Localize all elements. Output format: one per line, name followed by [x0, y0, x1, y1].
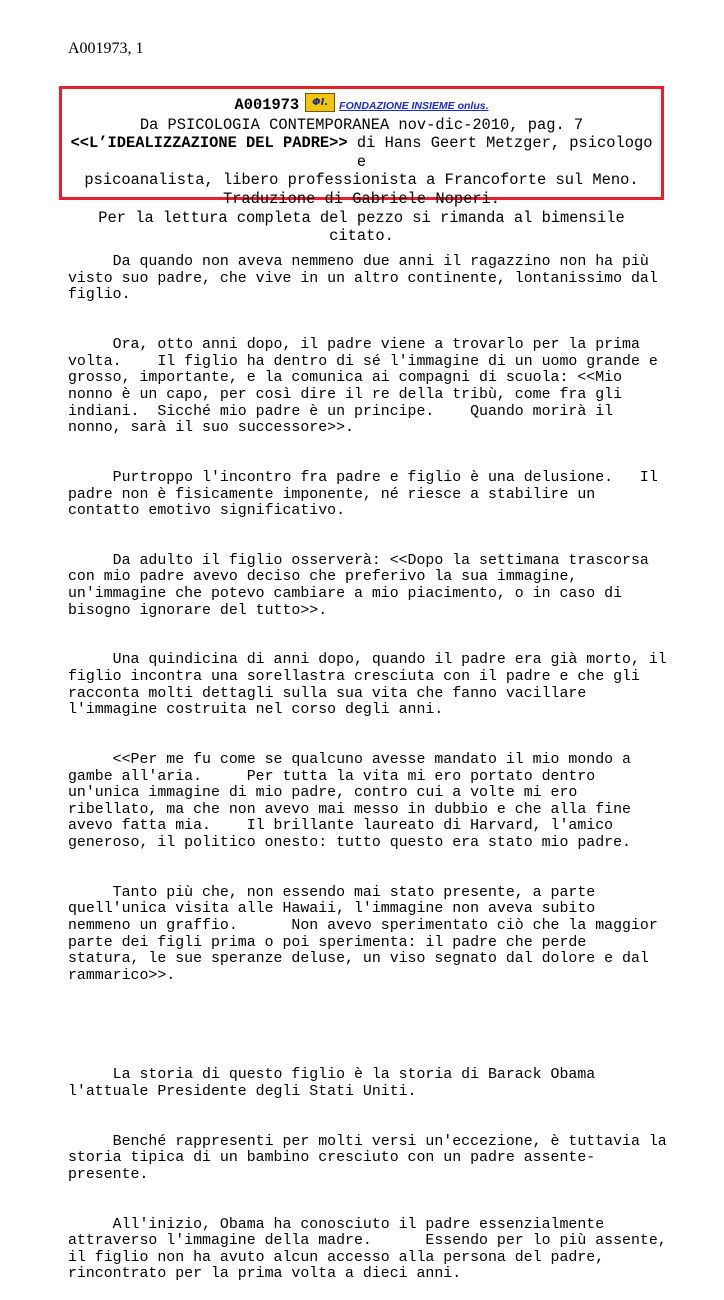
reading-note: Per la lettura completa del pezzo si rimanda al bimensile citato.	[98, 208, 625, 246]
document-code: A001973	[234, 96, 300, 114]
article-title: <<L’IDEALIZZAZIONE DEL PADRE>>	[70, 134, 348, 153]
paragraph: <<Per me fu come se qualcuno avesse mandato il mio mondo a gambe all'aria. Per tutta la vita mi ero portato dentro un'unica immagine di mio padre, contro cui a volte mi ero ribellato, ma che non avevo mai messo in dubbio e che alla fine avevo fatta mia. Il brillante laureato di Harvard, l'amico generoso, il politico onesto: tutto questo era stato mio padre.	[68, 752, 631, 851]
article-body	[68, 221, 668, 1300]
paragraph: Purtroppo l'incontro fra padre e figlio è una delusione. Il padre non è fisicamente imponente, né riesce a stabilire un contatto emotivo significativo.	[68, 469, 658, 520]
paragraph: All'inizio, Obama ha conosciuto il padre essenzialmente attraverso l'immagine della madre. Essendo per lo più assente, il figlio non ha avuto alcun accesso alla persona del padre, rincontrato per la prima volta a dieci anni.	[68, 1216, 667, 1283]
translator-line: Traduzione di Gabriele Noperi.	[222, 189, 501, 208]
paragraph: Una quindicina di anni dopo, quando il padre era già morto, il figlio incontra una sorellastra cresciuta con il padre e che gli racconta molti dettagli sulla sua vita che fanno vacillare l'immagine costruita nel corso degli anni.	[68, 652, 667, 719]
page-reference: A001973, 1	[68, 40, 144, 57]
author-description: psicoanalista, libero professionista a Francoforte sul Meno.	[84, 171, 639, 190]
header-code-line	[62, 93, 661, 116]
paragraph: Da quando non aveva nemmeno due anni il ragazzino non ha più visto suo padre, che vive in un altro continente, lontanissimo dal figlio.	[68, 254, 658, 304]
paragraph: Ora, otto anni dopo, il padre viene a trovarlo per la prima volta. Il figlio ha dentro di sé l'immagine di un uomo grande e grosso, importante, e la comunica ai compagni di scuola: <<Mio nonno è un capo, per così dire il re della tribù, come fra gli indiani. Sicché mio padre è un principe. Quando morirà il nonno, sarà il suo successore>>.	[68, 337, 658, 437]
title-line	[62, 134, 661, 171]
paragraph: Da adulto il figlio osserverà: <<Dopo la settimana trascorsa con mio padre avevo deciso che preferivo la sua immagine, un'immagine che potevo cambiare a mio piacimento, o in caso di bisogno ignorare del tutto>>.	[68, 552, 649, 619]
author-text: di Hans Geert Metzger, psicologo e	[347, 134, 653, 171]
foundation-link[interactable]: FONDAZIONE INSIEME onlus.	[339, 100, 489, 112]
section-gap	[68, 1018, 668, 1035]
source-line: Da PSICOLOGIA CONTEMPORANEA nov-dic-2010, pag. 7	[139, 115, 584, 134]
foundation-logo-icon: ΦI.	[305, 93, 335, 112]
paragraph: Benché rappresenti per molti versi un'eccezione, è tuttavia la storia tipica di un bambino cresciuto con un padre assente- presente.	[68, 1133, 667, 1183]
article-header-box	[59, 86, 664, 246]
paragraph: La storia di questo figlio è la storia di Barack Obama l'attuale Presidente degli Stati Uniti.	[68, 1067, 596, 1100]
paragraph: Tanto più che, non essendo mai stato presente, a parte quell'unica visita alle Hawaii, l'immagine non aveva subito nemmeno un graffio. Non avevo sperimentato ciò che la maggior parte dei figli prima o poi sperimenta: il padre che perde statura, le sue speranze deluse, un viso segnato dal dolore e dal rammarico>>.	[68, 884, 658, 984]
